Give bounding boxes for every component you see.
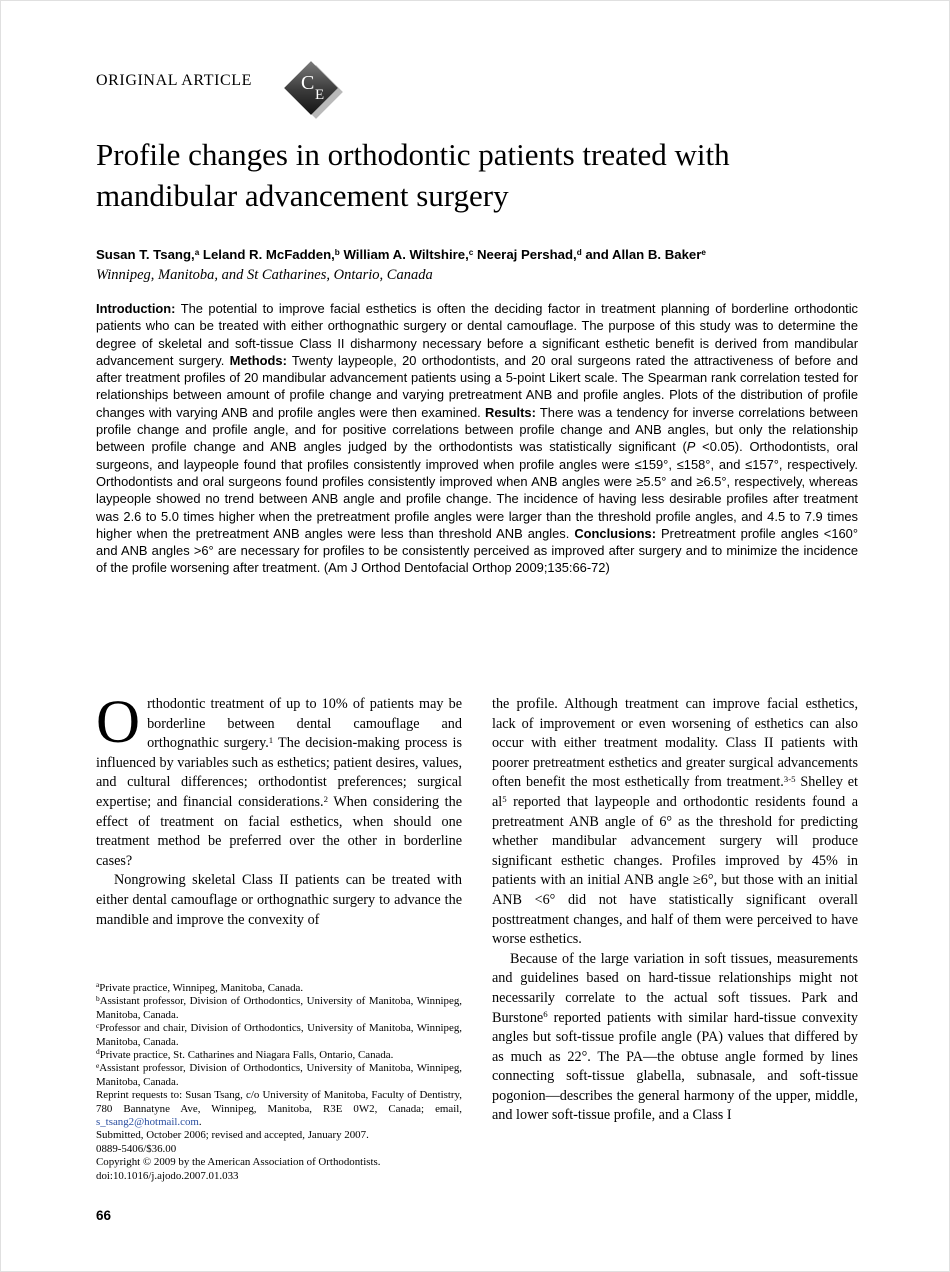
drop-cap: O (96, 689, 141, 756)
page-number: 66 (96, 1208, 112, 1223)
author-line: Susan T. Tsang,$^a$ Leland R. McFadden,$^b$ William A. Wiltshire,$^c$ Neeraj Pershad,$^d$ and Allan B. Baker$^e$ (96, 247, 706, 262)
article-type-label: ORIGINAL ARTICLE (96, 72, 253, 89)
footnote-affiliation-e: $^e$Assistant professor, Division of Orthodontics, University of Manitoba, Winnipeg, Manitoba, Canada. (96, 1060, 462, 1088)
footnote-affiliation-a: $^a$Private practice, Winnipeg, Manitoba, Canada. (96, 980, 304, 994)
footnotes-block (96, 982, 462, 1183)
body-paragraph: the profile. Although treatment can improve facial esthetics, lack of improvement or even worsening of esthetics can also occur with either treatment modality. Class II patients with poorer pretreatment esthetics and greater surgical advancements often benefit the most esthetically from treatment.$^{3-5}$ Shelley et $al^5$ reported that laypeople and orthodontic residents found a pretreatment ANB angle of 6° as the threshold for predicting whether mandibular advancement surgery will produce significant esthetic changes. Profiles improved by 45% in patients with an initial ANB angle ≥6°, but those with an initial ANB <6° did not have statistically significant overall posttreatment changes, and half of them were perceived to have worse esthetics. (492, 696, 858, 948)
footnote-copyright: Copyright © 2009 by the American Association of Orthodontists. (96, 1156, 381, 1169)
footnote-submission-dates: Submitted, October 2006; revised and accepted, January 2007. (96, 1129, 369, 1142)
right-column (492, 695, 858, 1126)
body-paragraph (96, 689, 463, 871)
ce-badge-icon (284, 61, 344, 121)
abstract: Introduction: The potential to improve facial esthetics is often the deciding factor in treatment planning of borderline orthodontic patients who can be treated with either orthognathic surgery or dental camouflage. The purpose of this study was to determine the degree of skeletal and soft-tissue Class II disharmony necessary before a significant esthetic benefit is derived from mandibular advancement surgery. Methods: Twenty laypeople, 20 orthodontists, and 20 oral surgeons rated the attractiveness of before and after treatment profiles of 20 mandibular advancement patients using a 5-point Likert scale. The Spearman rank correlation tested for relationships between amount of profile change and varying pretreatment ANB and profile angles. Plots of the distribution of profile changes with varying ANB and profile angles were then examined. Results: There was a tendency for inverse correlations between profile change and profile angle, and for positive correlations between profile change and ANB angles, but only the relationship between profile change and ANB angles judged by the orthodontists was statistically significant (P <0.05). Orthodontists, oral surgeons, and laypeople found that profiles consistently improved when profile angles were ≤159°, ≤158°, and ≤157°, respectively. Orthodontists and oral surgeons found profiles consistently improved when ANB angles were ≥5.5° and ≥6.5°, respectively, whereas laypeople showed no trend between ANB angle and profile change. The incidence of having less desirable profiles after treatment was 2.6 to 5.0 times higher when the pretreatment profile angles were larger than the threshold profile angles, and 4.5 to 7.9 times higher when the pretreatment ANB angles were less than threshold ANB angles. Conclusions: Pretreatment profile angles <160° and ANB angles >6° are necessary for profiles to be consistently perceived as improved after surgery and to minimize the incidence of the profile worsening after treatment. (Am J Orthod Dentofacial Orthop 2009;135:66-72) (96, 301, 859, 576)
email-link[interactable]: s_tsang2@hotmail.com (96, 1116, 199, 1129)
ce-badge-letter-c: C (301, 72, 315, 94)
paragraph-text: rthodontic treatment of up to 10% of patients may be borderline between dental camouflage and orthognathic surgery.$^1$ The decision-making process is influenced by variables such as esthetics; patient desires, values, and cultural differences; orthodontist preferences; surgical expertise; and financial considerations.$^2$ When considering the effect of treatment on facial esthetics, when should one treatment method be preferred over the other in borderline cases? (96, 696, 463, 869)
body-paragraph: Nongrowing skeletal Class II patients can be treated with either dental camouflage or orthognathic surgery to advance the mandible and improve the convexity of (96, 872, 462, 928)
footnote-affiliation-c: $^c$Professor and chair, Division of Orthodontics, University of Manitoba, Winnipeg, Manitoba, Canada. (96, 1020, 462, 1048)
body-paragraph: Because of the large variation in soft tissues, measurements and guidelines based on hard-tissue relationships might not necessarily correlate to the actual soft tissues. Park and Burstone$^6$ reported patients with similar hard-tissue convexity angles but soft-tissue profile angle (PA) values that differed by as much as 22°. The PA—the obtuse angle formed by lines connecting soft-tissue glabella, subnasale, and soft-tissue pogonion—describes the general harmony of the upper, middle, and lower soft-tissue profile, and a Class I (492, 950, 858, 1124)
footnote-doi: doi:10.1016/j.ajodo.2007.01.033 (96, 1169, 239, 1182)
footnote-issn-price: 0889-5406/$36.00 (96, 1142, 177, 1155)
footnote-affiliation-d: $^d$Private practice, St. Catharines and Niagara Falls, Ontario, Canada. (96, 1047, 394, 1062)
footnote-affiliation-b: $^b$Assistant professor, Division of Orthodontics, University of Manitoba, Winnipeg, Manitoba, Canada. (96, 993, 462, 1021)
footnote-reprint-requests: Reprint requests to: Susan Tsang, c/o University of Manitoba, Faculty of Dentistry, 780 Bannatyne Ave, Winnipeg, Manitoba, R3E 0W2, Canada; email, s_tsang2@hotmail.com. (96, 1089, 462, 1129)
affiliation-location-line: Winnipeg, Manitoba, and St Catharines, Ontario, Canada (96, 267, 433, 283)
ce-badge-letter-e: E (315, 87, 325, 103)
article-title: Profile changes in orthodontic patients treated with mandibular advancement surgery (96, 137, 730, 213)
